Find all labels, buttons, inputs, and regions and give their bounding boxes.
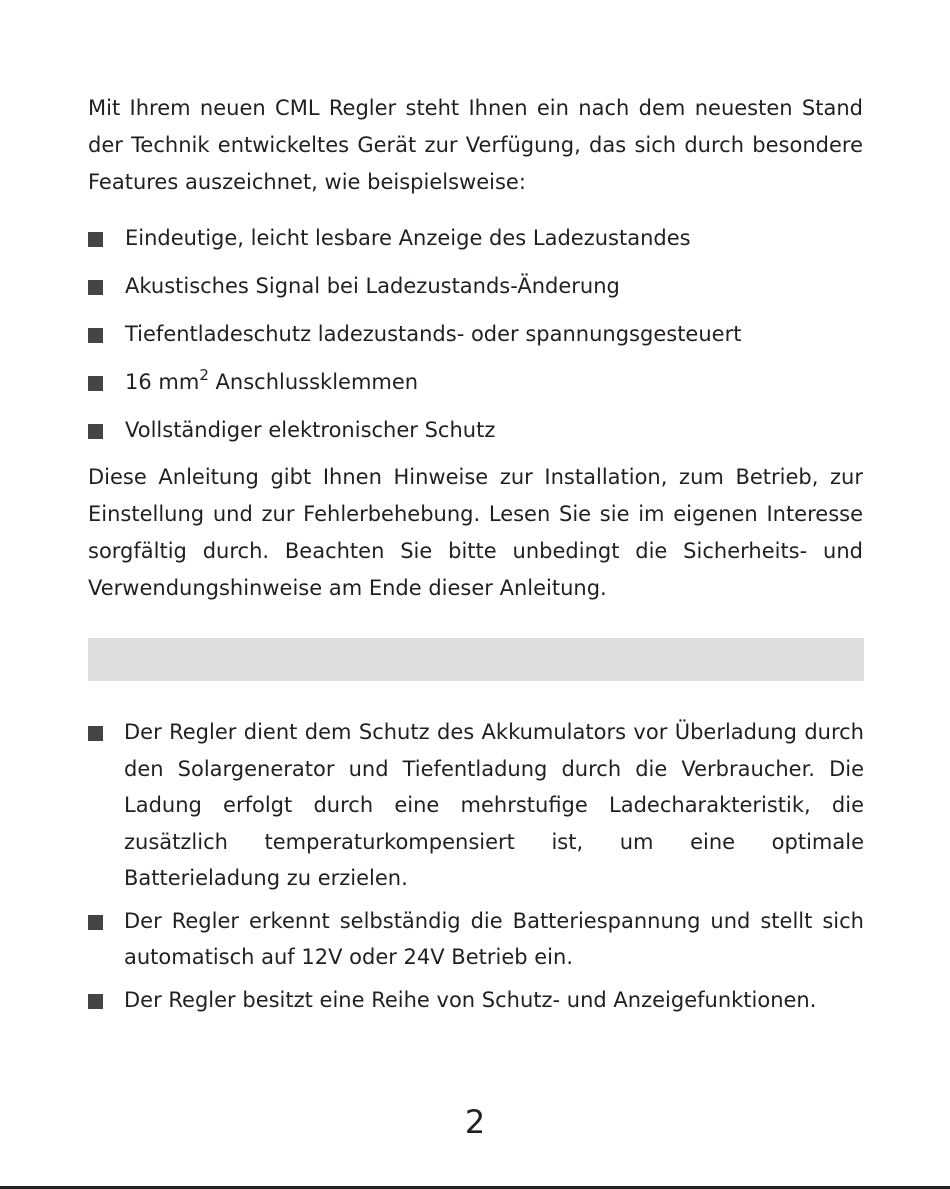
usage-text: Der Regler dient dem Schutz des Akkumulators vor Überladung durch den Solargenerator und Tiefentladung durch die Verbraucher. Die Ladung erfolgt durch eine mehrstufige Ladecharakteristik, die zusätzlich temperaturkompensiert ist, um eine optimale Batterieladung zu erzielen. — [124, 720, 864, 890]
section-heading-bar — [88, 638, 864, 681]
usage-list — [88, 714, 864, 1024]
feature-text-size: 16 mm — [125, 370, 200, 394]
feature-item — [88, 412, 863, 460]
feature-item — [88, 220, 863, 268]
usage-text: Der Regler erkennt selbständig die Batteriespannung und stellt sich automatisch auf 12V oder 24V Betrieb ein. — [124, 908, 864, 969]
feature-text-rest: Anschlussklemmen — [208, 370, 419, 394]
feature-text: Eindeutige, leicht lesbare Anzeige des Ladezustandes — [125, 226, 691, 250]
square-bullet-icon — [88, 232, 103, 247]
feature-text: Vollständiger elektronischer Schutz — [125, 418, 496, 442]
usage-item — [88, 982, 864, 1019]
square-bullet-icon — [88, 280, 103, 295]
feature-list — [88, 220, 863, 460]
square-bullet-icon — [88, 376, 103, 391]
square-bullet-icon — [88, 726, 103, 741]
feature-text: Akustisches Signal bei Ladezustands-Änderung — [125, 274, 620, 298]
usage-item — [88, 903, 864, 976]
feature-item — [88, 268, 863, 316]
feature-text-superscript: 2 — [199, 366, 209, 384]
square-bullet-icon — [88, 424, 103, 439]
usage-text: Der Regler besitzt eine Reihe von Schutz- und Anzeigefunktionen. — [124, 987, 817, 1012]
feature-item — [88, 364, 863, 412]
feature-text: Tiefentladeschutz ladezustands- oder spannungsgesteuert — [125, 322, 742, 346]
square-bullet-icon — [88, 994, 103, 1009]
instructions-paragraph: Diese Anleitung gibt Ihnen Hinweise zur Installation, zum Betrieb, zur Einstellung und zur Fehlerbehebung. Lesen Sie sie im eigenen Interesse sorgfältig durch. Beachten Sie bitte unbedingt die Sicherheits- und Verwendungshinweise am Ende dieser Anleitung. — [88, 465, 863, 600]
feature-item — [88, 316, 863, 364]
square-bullet-icon — [88, 328, 103, 343]
usage-item — [88, 714, 864, 897]
intro-paragraph: Mit Ihrem neuen CML Regler steht Ihnen ein nach dem neuesten Stand der Technik entwickeltes Gerät zur Verfügung, das sich durch besondere Features auszeichnet, wie beispielsweise: — [88, 96, 863, 194]
feature-text — [125, 366, 419, 394]
square-bullet-icon — [88, 915, 103, 930]
page-number: 2 — [464, 1103, 486, 1141]
